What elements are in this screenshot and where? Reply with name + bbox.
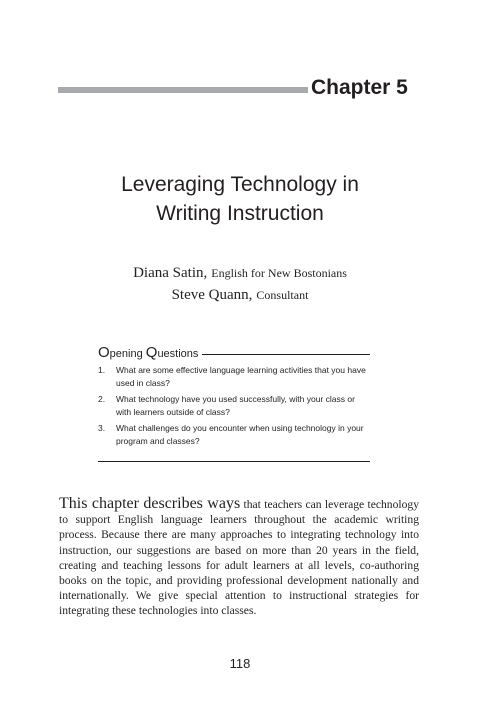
list-item [98,422,370,447]
opening-questions-header [98,344,370,362]
list-item-number: 1. [98,365,106,375]
author-block [0,262,480,306]
chapter-label: Chapter 5 [311,76,408,99]
author-1-affiliation: English for New Bostonians [211,266,347,280]
chapter-title-line-1: Leveraging Technology in [121,173,359,196]
list-item [98,364,370,389]
list-item-text: What are some effective language learning activities that you have used in class? [116,365,366,388]
author-2-name: Steve Quann, [171,287,253,303]
body-text: that teachers can leverage technology to support English language learners throughout the academic writing process. Because there are many approaches to integrating technology into instruction, our suggestions are based on more than 20 years in the field, creating and teaching lessons for adult learners at all levels, co-authoring books on the topic, and providing professional development nationally and internationally. We give special attention to instructional strategies for integrating these technologies into classes. [59,498,420,618]
list-item-text: What technology have you used successfully, with your class or with learners outside of class? [116,394,355,417]
body-lead-in: This chapter describes ways [59,495,241,512]
chapter-bar-decoration [58,87,308,93]
author-1 [0,262,480,284]
opening-questions-list [98,364,370,451]
list-item-number: 3. [98,423,106,433]
author-1-name: Diana Satin, [133,265,208,281]
list-item-number: 2. [98,394,106,404]
opening-questions-bottom-rule [98,461,370,462]
list-item [98,393,370,418]
author-2-affiliation: Consultant [256,288,309,302]
chapter-title-line-2: Writing Instruction [156,202,324,225]
chapter-title [0,170,480,228]
page-number: 118 [229,656,251,671]
list-item-text: What challenges do you encounter when using technology in your program and classes? [116,423,364,446]
author-2 [0,284,480,306]
body-paragraph [59,496,419,619]
opening-questions-title: Opening Questions [98,344,202,361]
